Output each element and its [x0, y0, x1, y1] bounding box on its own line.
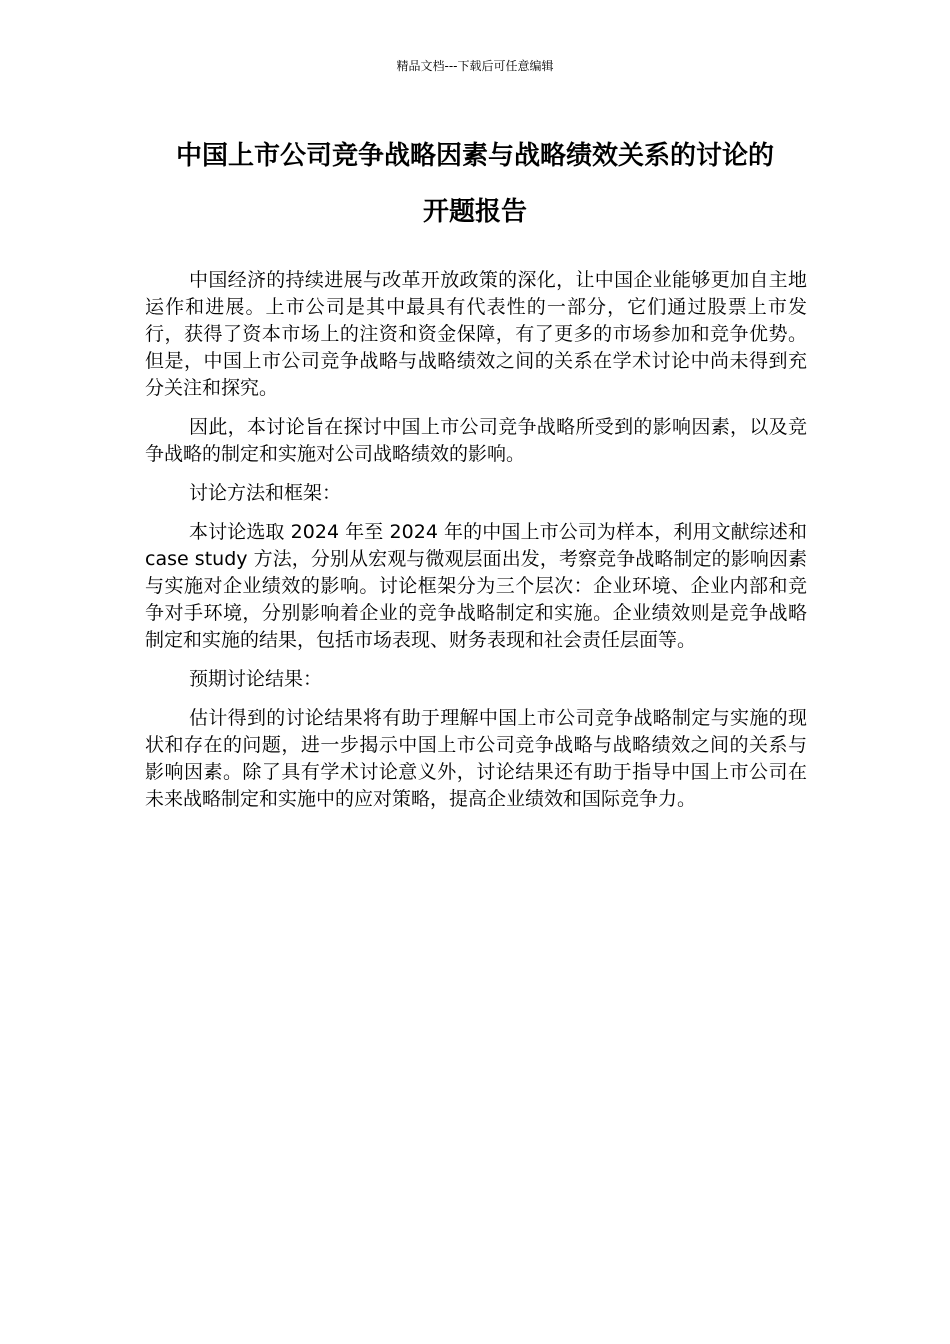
document-title	[120, 128, 830, 240]
section-heading-method: 讨论方法和框架：	[189, 482, 342, 504]
section-heading-results: 预期讨论结果：	[189, 668, 323, 690]
title-line-1: 中国上市公司竞争战略因素与战略绩效关系的讨论的	[175, 141, 774, 171]
page-header-note: 精品文档---下载后可任意编辑	[396, 59, 554, 73]
paragraph-results: 估计得到的讨论结果将有助于理解中国上市公司竞争战略制定与实施的现状和存在的问题，进一步揭示中国上市公司竞争战略与战略绩效之间的关系与影响因素。除了具有学术讨论意义外，讨论结果还有助于指导中国上市公司在未来战略制定和实施中的应对策略，提高企业绩效和国际竞争力。	[145, 707, 807, 810]
document-body	[145, 267, 807, 825]
paragraph-method: 本讨论选取 2024 年至 2024 年的中国上市公司为样本，利用文献综述和 case study 方法，分别从宏观与微观层面出发，考察竞争战略制定的影响因素与实施对企业绩效的影响。讨论框架分为三个层次：企业环境、企业内部和竞争对手环境，分别影响着企业的竞争战略制定和实施。企业绩效则是竞争战略制定和实施的结果，包括市场表现、财务表现和社会责任层面等。	[145, 521, 807, 651]
title-line-2: 开题报告	[422, 197, 527, 227]
paragraph-purpose: 因此，本讨论旨在探讨中国上市公司竞争战略所受到的影响因素，以及竞争战略的制定和实施对公司战略绩效的影响。	[145, 416, 807, 465]
paragraph-intro: 中国经济的持续进展与改革开放政策的深化，让中国企业能够更加自主地运作和进展。上市公司是其中最具有代表性的一部分，它们通过股票上市发行，获得了资本市场上的注资和资金保障，有了更多的市场参加和竞争优势。但是，中国上市公司竞争战略与战略绩效之间的关系在学术讨论中尚未得到充分关注和探究。	[145, 269, 807, 399]
